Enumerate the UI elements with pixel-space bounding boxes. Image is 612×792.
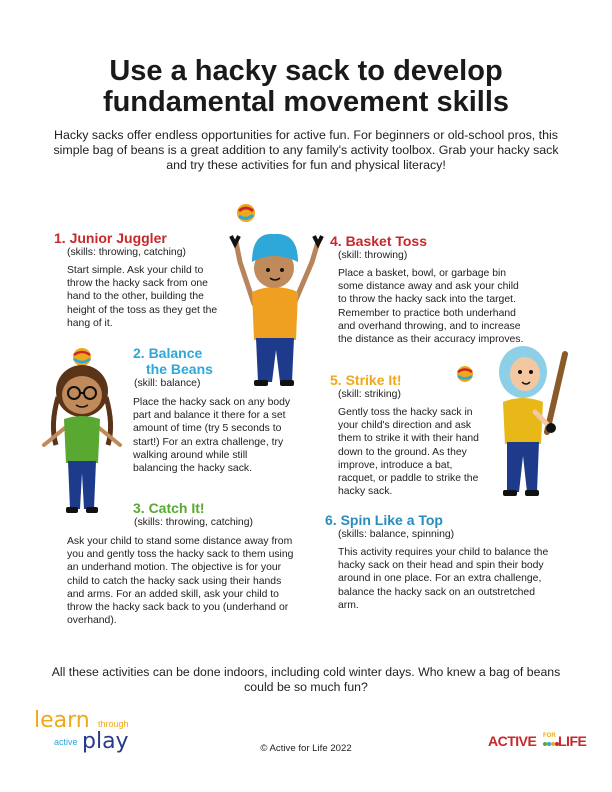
logo-active-word: ACTIVE	[488, 733, 537, 749]
section-body: Start simple. Ask your child to throw the hacky sack from one hand to the other, building the height of the toss as they get the hang of it.	[67, 265, 218, 329]
section-basket-toss	[330, 233, 525, 346]
page-title	[0, 56, 612, 118]
title-line-1: Use a hacky sack to develop	[109, 55, 503, 87]
juggling-child-illustration	[222, 222, 332, 392]
section-junior-juggler	[54, 230, 224, 330]
closing-text: All these activities can be done indoors, including cold winter days. Who knew a bag of beans could be so much fun?	[51, 665, 561, 694]
logo-for-word: FOR	[543, 733, 556, 739]
section-catch-it-body: Ask your child to stand some distance away from you and gently toss the hacky sack to them using an underhand motion. The objective is for your child to catch the hacky sack using their hands and arms. For an added skill, ask your child to throw the hacky sack back to you (underhand or overhand).	[67, 536, 294, 627]
section-title: 3. Catch It!	[133, 500, 205, 516]
logo-dots-icon	[543, 741, 557, 747]
balancing-child-illustration	[36, 345, 126, 525]
section-title-line-1: 2. Balance	[133, 345, 203, 361]
logo-active: active	[54, 737, 78, 747]
section-catch-it	[133, 500, 303, 529]
section-skills: (skill: throwing)	[338, 250, 408, 261]
section-body: This activity requires your child to balance the hacky sack on their head and spin their body around in one place. For an extra challenge, balance the hacky sack on an outstretched arm.	[338, 547, 549, 611]
section-title: 5. Strike It!	[330, 372, 402, 388]
intro-text: Hacky sacks offer endless opportunities for active fun. For beginners or old-school pros, this simple bag of beans is a great addition to any family's activity toolbox. Grab your hacky sack and try these activities for fun and physical literacy!	[53, 128, 559, 172]
section-skills: (skills: throwing, catching)	[134, 517, 253, 528]
section-body: Place a basket, bowl, or garbage bin some distance away and ask your child to throw the hacky sack into the target. Remember to practice both underhand and overhand throwing, and to increase the distance as their accuracy improves.	[338, 268, 524, 346]
section-title-line-2: the Beans	[146, 361, 213, 377]
section-skills: (skill: striking)	[338, 389, 401, 400]
active-for-life-logo	[488, 733, 588, 753]
section-body: Place the hacky sack on any body part and balance it there for a set amount of time (try 5 seconds to start!) For an extra challenge, try walking around while still balancing the hacky sack.	[133, 397, 291, 475]
logo-life-word: LIFE	[558, 733, 587, 749]
section-skills: (skill: balance)	[134, 378, 201, 389]
section-skills: (skills: throwing, catching)	[67, 247, 186, 258]
title-line-2: fundamental movement skills	[102, 86, 510, 118]
section-body: Gently toss the hacky sack in your child's direction and ask them to strike it with their hand down to the ground. As they improve, introduce a bat, racquet, or paddle to strike the hacky sack.	[338, 407, 479, 498]
flying-hacky-sack-icon	[456, 365, 474, 383]
section-skills: (skills: balance, spinning)	[338, 529, 455, 540]
section-spin-like-a-top	[325, 512, 555, 612]
copyright-footer: © Active for Life 2022	[260, 743, 352, 754]
striking-child-illustration	[485, 340, 580, 510]
learn-through-active-play-logo	[34, 708, 144, 758]
hacky-sack-icon	[236, 203, 256, 223]
logo-through: through	[98, 719, 129, 729]
section-title: 4. Basket Toss	[330, 233, 428, 249]
section-strike-it	[330, 372, 490, 498]
section-title: 1. Junior Juggler	[54, 230, 167, 246]
logo-play: play	[82, 729, 129, 754]
logo-learn: learn	[34, 708, 90, 733]
section-title: 6. Spin Like a Top	[325, 512, 443, 528]
